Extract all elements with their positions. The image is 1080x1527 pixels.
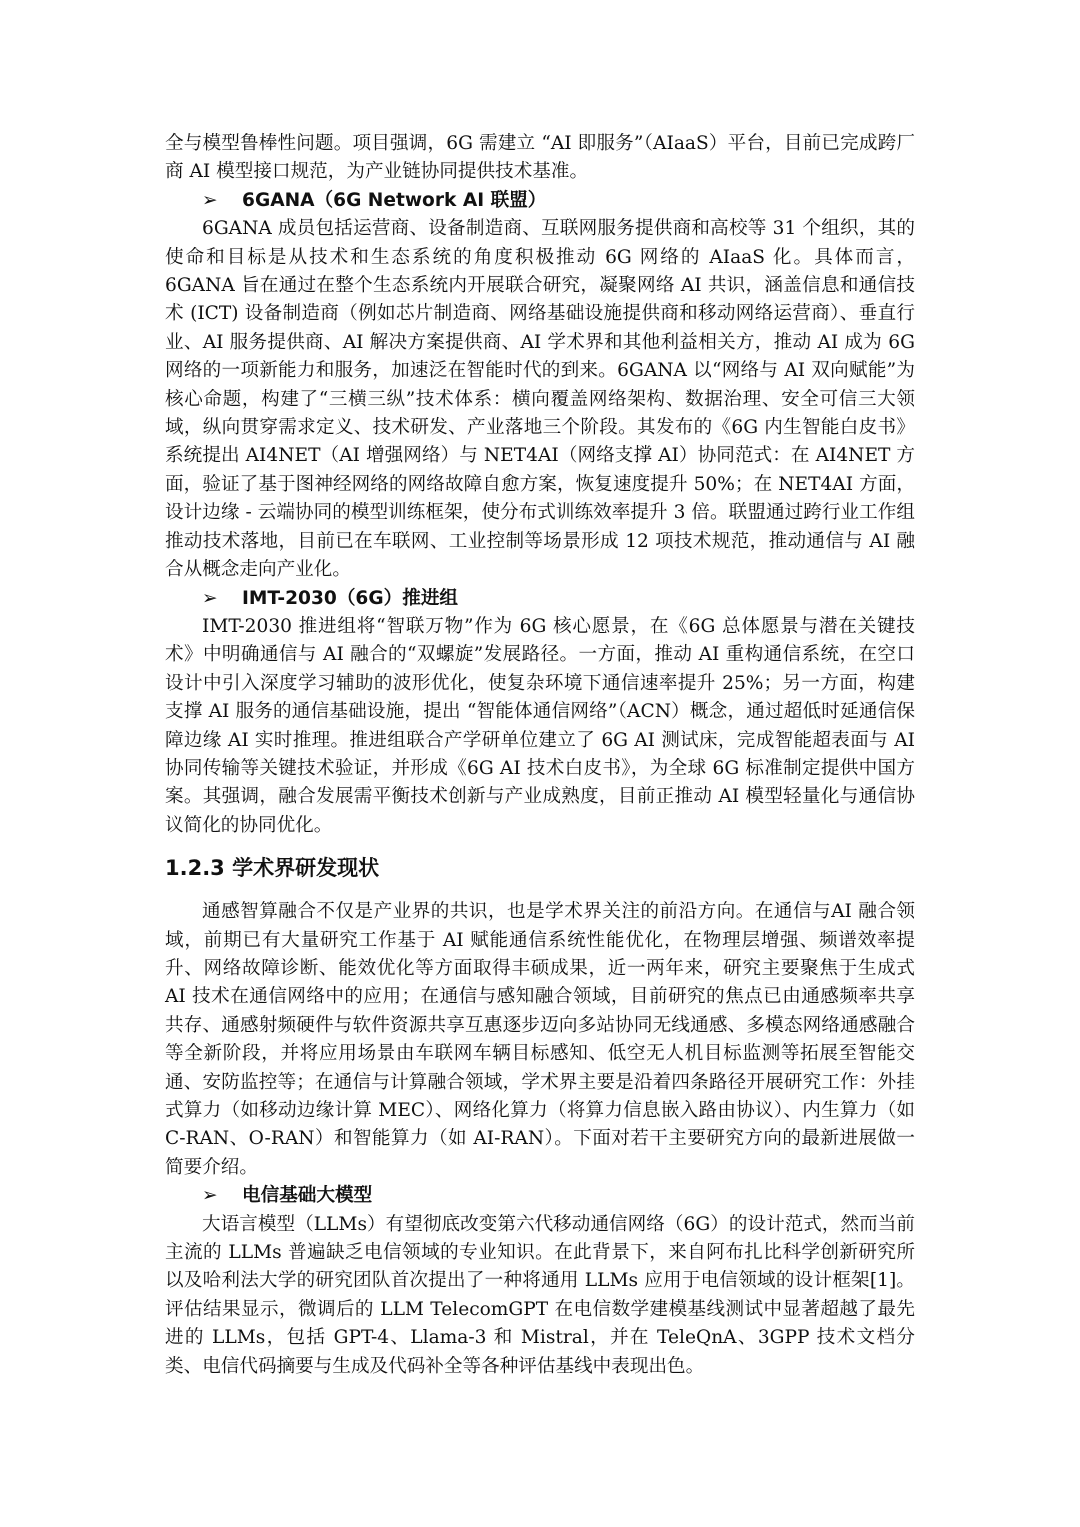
paragraph-aiaas-continuation: 全与模型鲁棒性问题。项目强调，6G 需建立 “AI 即服务”（AIaaS）平台，目前已完成跨厂商 AI 模型接口规范，为产业链协同提供技术基准。 — [165, 133, 915, 183]
paragraph-6gana: 6GANA 成员包括运营商、设备制造商、互联网服务提供商和高校等 31 个组织，其的使命和目标是从技术和生态系统的角度积极推动 6G 网络的 AIaaS 化。具体而言，6GANA 旨在通过在整个生态系统内开展联合研究，凝聚网络 AI 共识，涵盖信息和通信技术 (ICT) 设备制造商（例如芯片制造商、网络基础设施提供商和移动网络运营商）、垂直行业、AI 服务提供商、AI 解决方案提供商、AI 学术界和其他利益相关方，推动 AI 成为 6G 网络的一项新能力和服务，加速泛在智能时代的到来。6GANA 以“网络与 AI 双向赋能”为核心命题，构建了“三横三纵”技术体系：横向覆盖网络架构、数据治理、安全可信三大领域，纵向贯穿需求定义、技术研发、产业落地三个阶段。其发布的《6G 内生智能白皮书》系统提出 AI4NET（AI 增强网络）与 NET4AI（网络支撑 AI）协同范式：在 AI4NET 方面，验证了基于图神经网络的网络故障自愈方案，恢复速度提升 50%；在 NET4AI 方面，设计边缘 - 云端协同的模型训练框架，使分布式训练效率提升 3 倍。联盟通过跨行业工作组推动技术落地，目前已在车联网、工业控制等场景形成 12 项技术规范，推动通信与 AI 融合从概念走向产业化。 — [165, 218, 915, 581]
bullet-heading-telecom-llm — [165, 1182, 915, 1210]
paragraph-telecom-llm: 大语言模型（LLMs）有望彻底改变第六代移动通信网络（6G）的设计范式，然而当前主流的 LLMs 普遍缺乏电信领域的专业知识。在此背景下，来自阿布扎比科学创新研究所以及哈利法大学的研究团队首次提出了一种将通用 LLMs 应用于电信领域的设计框架[1]。评估结果显示，微调后的 LLM TelecomGPT 在电信数学建模基线测试中显著超越了最先进的 LLMs，包括 GPT-4、Llama-3 和 Mistral，并在 TeleQnA、3GPP 技术文档分类、电信代码摘要与生成及代码补全等各种评估基线中表现出色。 — [165, 1213, 915, 1377]
document-body — [165, 130, 915, 1381]
bullet-heading-label: IMT-2030（6G）推进组 — [242, 587, 459, 609]
arrow-bullet-icon: ➢ — [202, 587, 218, 609]
arrow-bullet-icon: ➢ — [202, 189, 218, 211]
section-title-academic-research: 1.2.3 学术界研发现状 — [165, 856, 380, 881]
paragraph-academic-overview: 通感智算融合不仅是产业界的共识，也是学术界关注的前沿方向。在通信与AI 融合领域，前期已有大量研究工作基于 AI 赋能通信系统性能优化，在物理层增强、频谱效率提升、网络故障诊断、能效优化等方面取得丰硕成果，近一两年来，研究主要聚焦于生成式 AI 技术在通信网络中的应用；在通信与感知融合领域，目前研究的焦点已由通感频率共享共存、通感射频硬件与软件资源共享互惠逐步迈向多站协同无线通感、多模态网络通感融合等全新阶段，并将应用场景由车联网车辆目标感知、低空无人机目标监测等拓展至智能交通、安防监控等；在通信与计算融合领域，学术界主要是沿着四条路径开展研究工作：外挂式算力（如移动边缘计算 MEC）、网络化算力（将算力信息嵌入路由协议）、内生算力（如 C-RAN、O-RAN）和智能算力（如 AI-RAN）。下面对若干主要研究方向的最新进展做一简要介绍。 — [165, 901, 915, 1178]
arrow-bullet-icon: ➢ — [202, 1185, 218, 1207]
bullet-heading-imt2030 — [165, 585, 915, 613]
bullet-heading-label: 6GANA（6G Network AI 联盟） — [242, 189, 547, 211]
bullet-heading-label: 电信基础大模型 — [242, 1185, 373, 1207]
paragraph-imt2030: IMT-2030 推进组将“智联万物”作为 6G 核心愿景，在《6G 总体愿景与潜在关键技术》中明确通信与 AI 融合的“双螺旋”发展路径。一方面，推动 AI 重构通信系统，在空口设计中引入深度学习辅助的波形优化，使复杂环境下通信速率提升 25%；另一方面，构建支撑 AI 服务的通信基础设施，提出 “智能体通信网络”（ACN）概念，通过超低时延通信保障边缘 AI 实时推理。推进组联合产学研单位建立了 6G AI 测试床，完成智能超表面与 AI 协同传输等关键技术验证，并形成《6G AI 技术白皮书》，为全球 6G 标准制定提供中国方案。其强调，融合发展需平衡技术创新与产业成熟度，目前正推动 AI 模型轻量化与通信协议简化的协同优化。 — [165, 615, 915, 836]
bullet-heading-6gana — [165, 187, 915, 215]
